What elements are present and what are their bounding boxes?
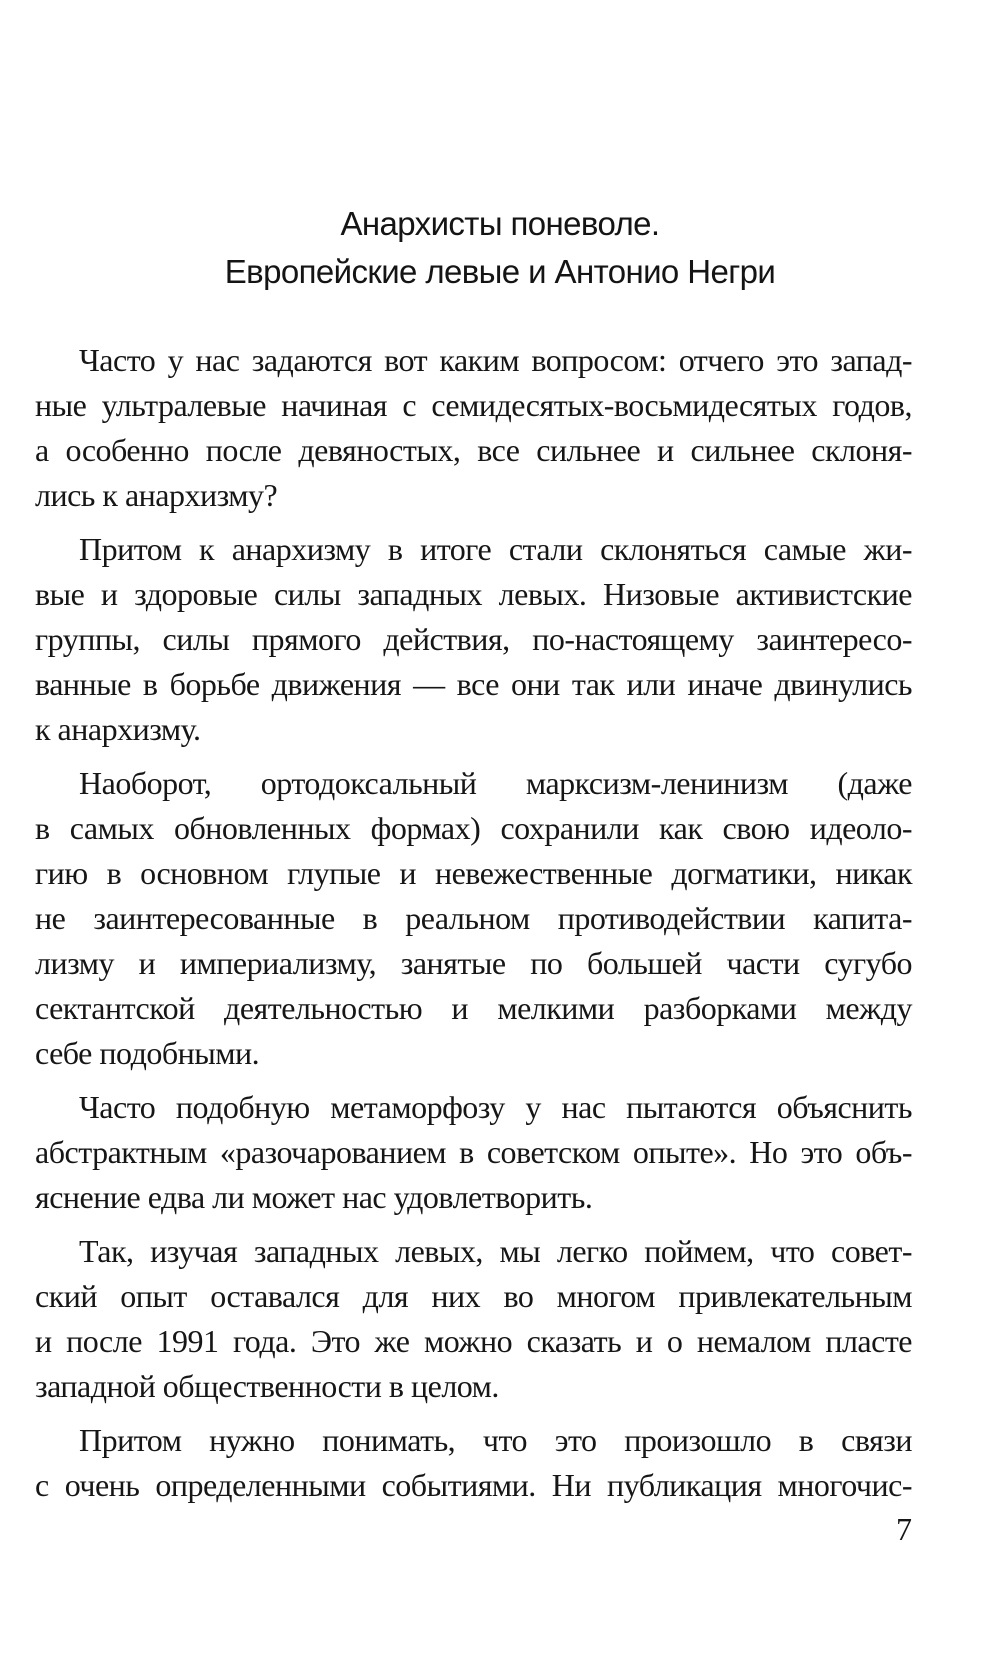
text-line: группы, силы прямого действия, по-настоящему заинтересо- <box>35 621 912 657</box>
chapter-title-line-2: Европейские левые и Антонио Негри <box>224 253 776 290</box>
text-line: ные ультралевые начиная с семидесятых-восьмидесятых годов, <box>35 387 912 423</box>
paragraph <box>35 338 912 518</box>
text-line: не заинтересованные в реальном противодействии капита- <box>35 900 912 936</box>
text-line: вые и здоровые силы западных левых. Низовые активистские <box>35 576 912 612</box>
text-line: к анархизму. <box>35 711 201 747</box>
text-line: в самых обновленных формах) сохранили как свою идеоло- <box>35 810 912 846</box>
chapter-title <box>0 200 1000 296</box>
text-line: и после 1991 года. Это же можно сказать и о немалом пласте <box>35 1323 912 1359</box>
paragraph <box>35 761 912 1076</box>
page-number: 7 <box>896 1511 912 1547</box>
text-line: Притом к анархизму в итоге стали склоняться самые жи- <box>79 531 912 567</box>
text-line: а особенно после девяностых, все сильнее и сильнее склоня- <box>35 432 912 468</box>
text-line: лизму и империализму, занятые по большей части сугубо <box>35 945 912 981</box>
text-line: западной общественности в целом. <box>35 1368 499 1404</box>
body-text <box>35 338 912 1517</box>
text-line: сектантской деятельностью и мелкими разборками между <box>35 990 912 1026</box>
text-line: ский опыт оставался для них во многом привлекательным <box>35 1278 912 1314</box>
paragraph <box>35 1085 912 1220</box>
text-line: абстрактным «разочарованием в советском опыте». Но это объ- <box>35 1134 912 1170</box>
text-line: лись к анархизму? <box>35 477 278 513</box>
text-line: гию в основном глупые и невежественные догматики, никак <box>35 855 912 891</box>
text-line: Часто у нас задаются вот каким вопросом: отчего это запад- <box>79 342 912 378</box>
chapter-title-line-1: Анархисты поневоле. <box>340 205 660 242</box>
paragraph <box>35 527 912 752</box>
text-line: себе подобными. <box>35 1035 260 1071</box>
text-line: Притом нужно понимать, что это произошло в связи <box>79 1422 912 1458</box>
paragraph <box>35 1229 912 1409</box>
text-line: Часто подобную метаморфозу у нас пытаются объяснить <box>79 1089 912 1125</box>
text-line: с очень определенными событиями. Ни публикация многочис- <box>35 1467 912 1503</box>
text-line: яснение едва ли может нас удовлетворить. <box>35 1179 593 1215</box>
text-line: Наоборот, ортодоксальный марксизм-ленинизм (даже <box>79 765 912 801</box>
text-line: ванные в борьбе движения — все они так или иначе двинулись <box>35 666 912 702</box>
paragraph <box>35 1418 912 1508</box>
text-line: Так, изучая западных левых, мы легко поймем, что совет- <box>79 1233 912 1269</box>
